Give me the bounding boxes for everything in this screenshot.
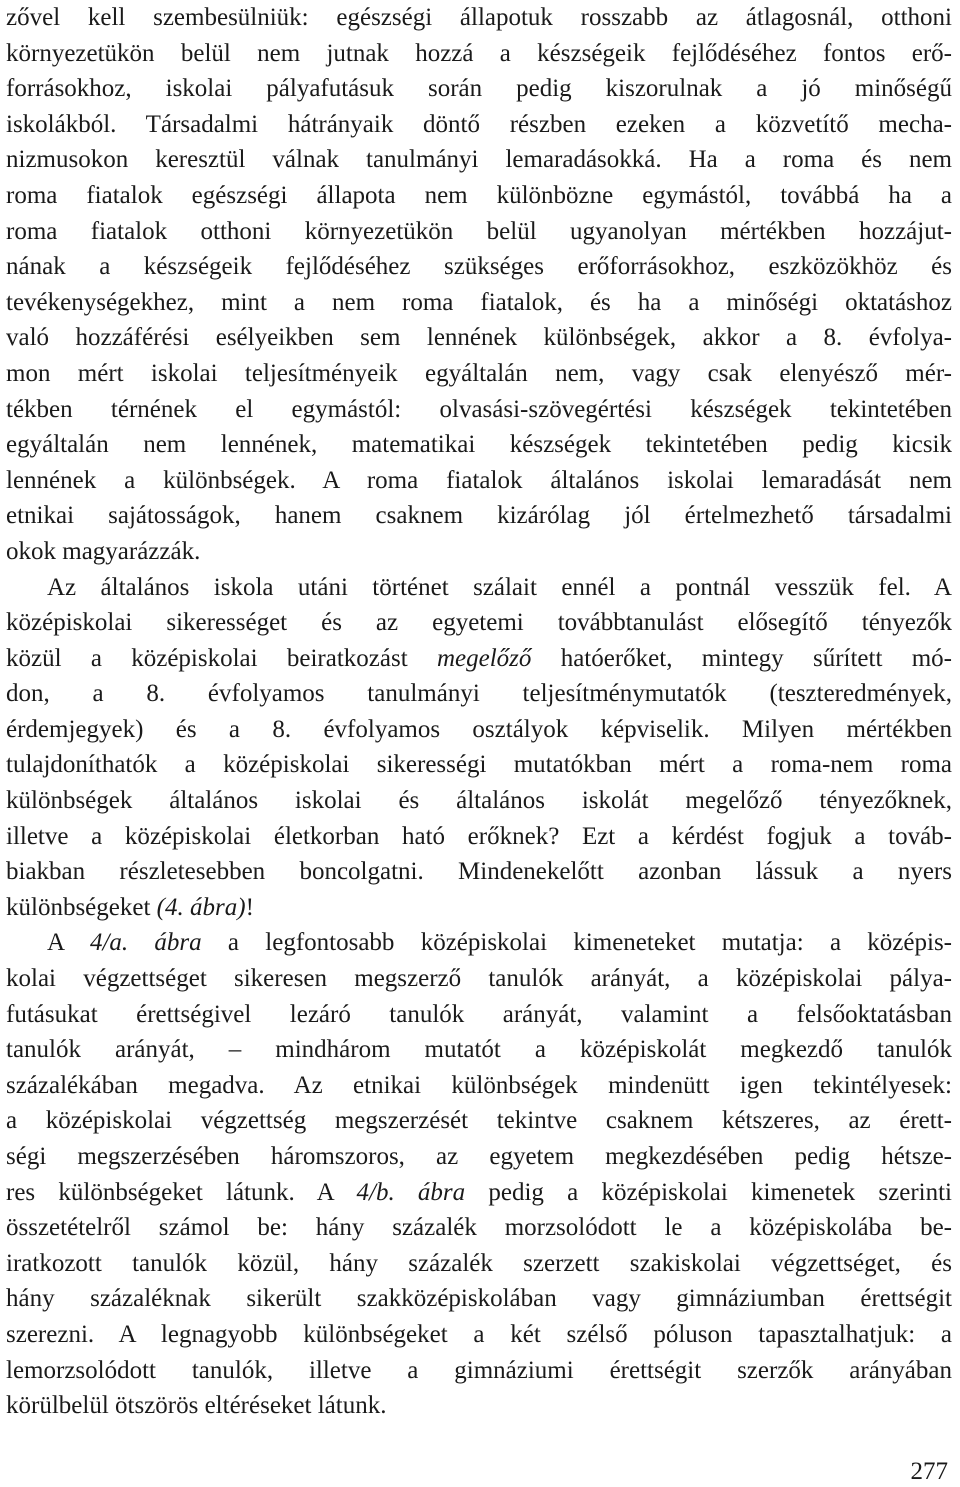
text-line: mon mért iskolai teljesítményeik egyáltalán nem, vagy csak elenyésző mér- (6, 359, 952, 387)
document-page (6, 0, 952, 1487)
text-line: kolai végzettséget sikeresen megszerző tanulók arányát, a középiskolai pálya- (6, 965, 952, 993)
paragraph-3 (6, 925, 952, 1423)
text-run: pedig a középiskolai kimenetek szerinti (465, 1178, 952, 1206)
text-line: hány százaléknak sikerült szakközépiskolában vagy gimnáziumban érettségit (6, 1285, 952, 1313)
paragraph-2 (6, 570, 952, 926)
text-line: lennének a különbségek. A roma fiatalok általános iskolai lemaradását nem (6, 466, 952, 494)
text-line: való hozzáférési esélyeikben sem lennének különbségek, akkor a 8. évfolya- (6, 324, 952, 352)
text-line: futásukat érettségivel lezáró tanulók arányát, valamint a felsőoktatásban (6, 1000, 952, 1028)
text-run: a legfontosabb középiskolai kimeneteket mutatja: a középis- (201, 929, 952, 957)
text-line: roma fiatalok egészségi állapota nem különbözne egymástól, továbbá ha a (6, 181, 952, 209)
text-line: nizmusokon keresztül válnak tanulmányi lemaradásokká. Ha a roma és nem (6, 146, 952, 174)
text-line: nának a készségeik fejlődéséhez szükséges erőforrásokhoz, eszközökhöz és (6, 253, 952, 281)
text-line: Az általános iskola utáni történet szálait ennél a pontnál vesszük fel. A (47, 573, 952, 601)
text-line: roma fiatalok otthoni környezetükön belül ugyanolyan mértékben hozzájut- (6, 217, 952, 245)
page-number: 277 (910, 1458, 948, 1485)
text-line: etnikai sajátosságok, hanem csaknem kizárólag jól értelmezhető társadalmi (6, 502, 952, 530)
text-run: ! (245, 893, 254, 921)
text-run: különbségeket (6, 893, 157, 921)
text-line (6, 1175, 952, 1211)
text-run: közül a középiskolai beiratkozást (6, 644, 437, 672)
text-line: körülbelül ötszörös eltéréseket látunk. (6, 1392, 387, 1420)
text-line: középiskolai sikerességet és az egyetemi továbbtanulást elősegítő tényezők (6, 609, 952, 637)
figure-reference: 4/a. ábra (89, 929, 202, 957)
text-line: tevékenységekhez, mint a nem roma fiatalok, és ha a minőségi oktatáshoz (6, 288, 952, 316)
text-line: illetve a középiskolai életkorban ható erőknek? Ezt a kérdést fogjuk a továb- (6, 822, 952, 850)
text-line: tulajdoníthatók a középiskolai sikerességi mutatókban mért a roma-nem roma (6, 751, 952, 779)
text-line: érdemjegyek) és a 8. évfolyamos osztályok képviselik. Milyen mértékben (6, 715, 952, 743)
text-line: szerezni. A legnagyobb különbségeket a két szélső póluson tapasztalhatjuk: a (6, 1320, 952, 1348)
text-line: különbségek általános iskolai és általános iskolát megelőző tényezőknek, (6, 787, 952, 815)
text-run: hatóerőket, mintegy sűrített mó- (531, 644, 952, 672)
text-line: zővel kell szembesülniük: egészségi állapotuk rosszabb az átlagosnál, otthoni (6, 4, 952, 31)
text-line: iskolákból. Társadalmi hátrányaik döntő részben ezeken a közvetítő mecha- (6, 110, 952, 138)
text-run: A (47, 929, 90, 957)
text-line: a középiskolai végzettség megszerzését tekintve csaknem kétszeres, az érett- (6, 1107, 952, 1135)
text-line (6, 925, 952, 961)
text-line: iratkozott tanulók közül, hány százalék szerzett szakiskolai végzettséget, és (6, 1249, 952, 1277)
text-line: összetételről számol be: hány százalék morzsolódott le a középiskolába be- (6, 1214, 952, 1242)
text-line: tékben térnének el egymástól: olvasási-szövegértési készségek tekintetében (6, 395, 952, 423)
text-line: lemorzsolódott tanulók, illetve a gimnáziumi érettségit szerzők arányában (6, 1356, 952, 1384)
text-line: ségi megszerzésében háromszoros, az egyetem megkezdésében pedig hétsze- (6, 1143, 952, 1170)
text-line: egyáltalán nem lennének, matematikai készségek tekintetében pedig kicsik (6, 431, 952, 459)
text-line: forrásokhoz, iskolai pályafutásuk során pedig kiszorulnak a jó minőségű (6, 75, 952, 103)
text-line: don, a 8. évfolyamos tanulmányi teljesítménymutatók (teszteredmények, (6, 680, 952, 708)
text-line (6, 641, 952, 677)
text-line: százalékában megadva. Az etnikai különbségek mindenütt igen tekintélyesek: (6, 1071, 952, 1099)
text-line: tanulók arányát, – mindhárom mutatót a középiskolát megkezdő tanulók (6, 1036, 952, 1064)
paragraph-1 (6, 0, 952, 570)
body-text (6, 0, 952, 1424)
figure-reference: (4. ábra) (156, 893, 246, 921)
emphasis-text: megelőző (436, 644, 532, 672)
text-run: res különbségeket látunk. A (6, 1178, 357, 1206)
text-line: okok magyarázzák. (6, 537, 201, 565)
text-line: környezetükön belül nem jutnak hozzá a készségeik fejlődéséhez fontos erő- (6, 39, 952, 67)
text-line (6, 890, 952, 926)
text-line: biakban részletesebben boncolgatni. Mindenekelőtt azonban lássuk a nyers (6, 858, 952, 886)
figure-reference: 4/b. ábra (356, 1178, 466, 1206)
